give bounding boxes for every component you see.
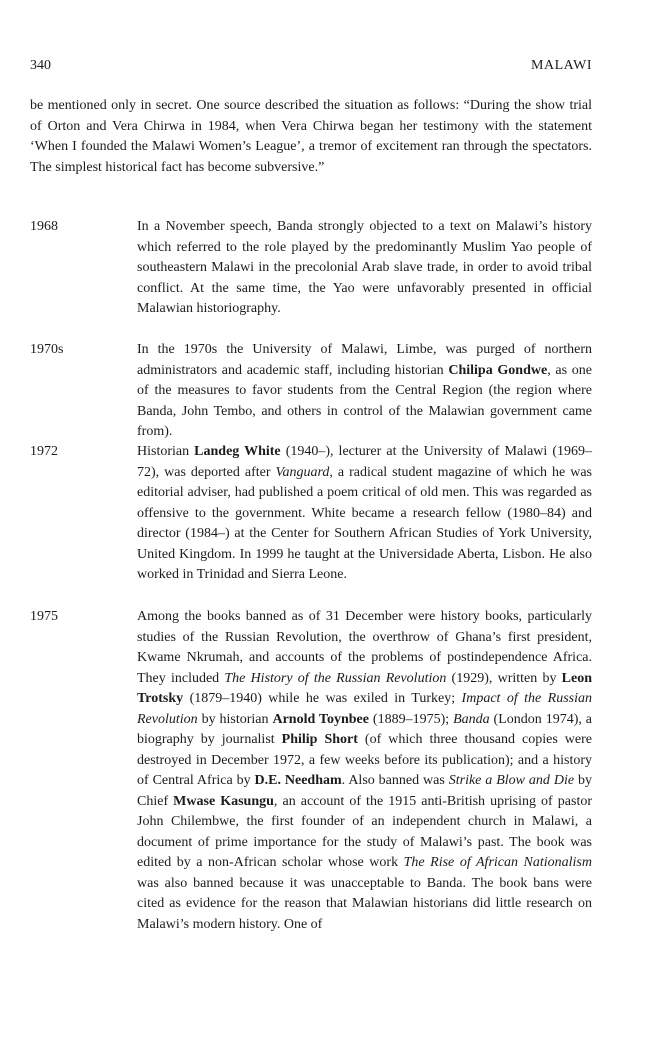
person-name: Leon Trotsky <box>137 670 592 706</box>
entry-body: In the 1970s the University of Malawi, Limbe, was purged of northern administrators and academic staff, including historian Chilipa Gondwe, as one of the measures to favor students from the Central Region (the region where Banda, John Tembo, and others in control of the Malawian government came from). <box>137 342 592 439</box>
entry-year: 1975 <box>30 609 58 624</box>
running-title: MALAWI <box>531 58 592 73</box>
entry-year: 1972 <box>30 444 58 459</box>
person-name: Philip Short <box>281 732 358 747</box>
entry-year: 1970s <box>30 342 64 357</box>
book-title: The Rise of African Nationalism <box>403 855 592 870</box>
entry-1970s <box>30 340 592 443</box>
page-number: 340 <box>30 58 51 73</box>
person-name: Chilipa Gondwe <box>448 362 548 378</box>
book-title: Strike a Blow and Die <box>448 773 575 788</box>
entry-body: Among the books banned as of 31 December were history books, particularly studies of the Russian Revolution, the overthrow of Ghana’s first president, Kwame Nkrumah, and accounts of the problems of postindependence Africa. They included The History of the Russian Revolution (1929), written by Leon Trotsky (1879–1940) while he was exiled in Turkey; Impact of the Russian Revolution by historian Arnold Toynbee (1889–1975); Banda (London 1974), a biography by journalist Philip Short (of which three thousand copies were destroyed in December 1972, a few weeks before its publication); and a history of Central Africa by D.E. Needham. Also banned was Strike a Blow and Die by Chief Mwase Kasungu, an account of the 1915 anti-British uprising of pastor John Chilembwe, the first founder of an independent church in Malawi, a document of prime importance for the study of Malawi’s past. The book was edited by a non-African scholar whose work The Rise of African Nationalism was also banned because it was unacceptable to Banda. The book bans were cited as evidence for the reason that Malawian historians did little research on Malawi’s modern history. One of <box>137 609 593 932</box>
book-title: Impact of the Russian Revolution <box>137 691 592 727</box>
person-name: Arnold Toynbee <box>272 711 369 727</box>
entry-year: 1968 <box>30 219 58 234</box>
publication-title: Vanguard <box>275 464 330 480</box>
intro-paragraph: be mentioned only in secret. One source described the situation as follows: “During the show trial of Orton and Vera Chirwa in 1984, when Vera Chirwa began her testimony with the statement ‘When I founded the Malawi Women’s League’, a tremor of excitement ran through the spectators. The simplest historical fact has become subversive.” <box>30 98 592 175</box>
person-name: Mwase Kasungu <box>173 793 274 809</box>
entry-1975 <box>30 607 592 935</box>
book-title: The History of the Russian Revolution <box>224 670 447 686</box>
running-head <box>30 56 592 76</box>
book-title: Banda <box>453 711 490 727</box>
person-name: Landeg White <box>194 444 281 459</box>
entry-body: Historian Landeg White (1940–), lecturer at the University of Malawi (1969–72), was deported after Vanguard, a radical student magazine of which he was editorial adviser, had published a poem critical of old men. This was regarded as offensive to the government. White became a research fellow (1980–84) and director (1984–) at the Center for Southern African Studies of York University, United Kingdom. In 1999 he taught at the Universidade Aberta, Lisbon. He also worked in Trinidad and Sierra Leone. <box>137 444 592 582</box>
entry-1972 <box>30 442 592 586</box>
entry-1968 <box>30 217 592 320</box>
entry-body: In a November speech, Banda strongly objected to a text on Malawi’s history which referred to the role played by the predominantly Muslim Yao people of southeastern Malawi in the precolonial Arab slave trade, in order to avoid tribal conflict. At the same time, the Yao were unfavorably presented in official Malawian historiography. <box>137 219 592 316</box>
person-name: D.E. Needham <box>254 773 342 788</box>
